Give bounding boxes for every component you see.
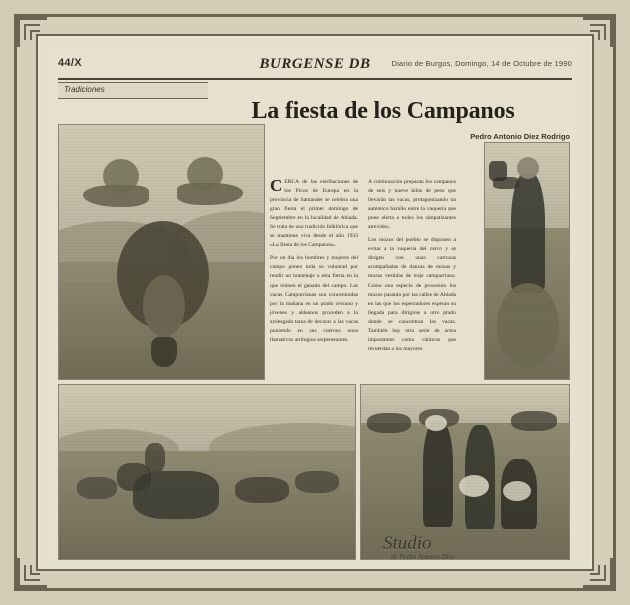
article-column-2 <box>368 178 456 358</box>
article-paragraph: A continuación preparan los campanos de seis y nueve kilos de peso que llevarán las vacas, protagonizando un auténtico barullo entre la vaquería que pone alerta a todos los simpatizantes atrevidos. <box>368 179 456 231</box>
photo-man-with-bell <box>484 142 570 380</box>
article-paragraph: Por un día los hombres y mujeres del campo ponen toda su voluntad por rendir un homenaje a esta fiesta en la que reúnen el ganado del campo. Las vacas Campurrianas son concentradas por la mañana en un prado cercano y jóvenes y aldeanos proceden a la arriesgada tarea de decorar a las vacas poniendo en sus cuernos unos llamativos artilugios serpenteantes. <box>270 255 358 343</box>
section-label: Tradiciones <box>64 85 105 94</box>
masthead-title: BURGENSE DB <box>259 56 371 72</box>
article-byline: Pedro Antonio Díez Rodrigo <box>470 132 570 141</box>
photo-cattle-herd-field <box>58 384 356 560</box>
masthead <box>58 56 572 80</box>
page-folio: 44/X <box>58 57 82 69</box>
newspaper-page <box>40 38 590 567</box>
studio-signature: Studio <box>383 533 432 554</box>
page-title: La fiesta de los Campanos <box>251 98 515 124</box>
section-bar <box>58 82 208 99</box>
article-paragraph: Los mozos del pueblo se disponen a evitar a la vaquería del cerco y se dirigen con unas carrozas acompañadas de danzas de mozas y mozas vestidas de traje campurriano. Como una especie de procesión los mozos pasarán por las calles de Abiada en las que los espectadores esperan su llegada para dirigirse a otro prado donde se concentran las vacas. También hay otra serie de actos importantes como cánticos que recuerdan a los mayores. <box>368 237 456 352</box>
newspaper-page-inner <box>48 46 582 559</box>
article-column-1 <box>270 178 358 349</box>
photo-cow-with-bell <box>58 124 265 380</box>
masthead-date-line: Diario de Burgos, Domingo, 14 de Octubre de 1990 <box>391 59 572 68</box>
article-paragraph: CERCA de las estribaciones de los Picos de Europa en la provincia de Santander se celebra una gran fiesta el primer domingo de Septiembre en la localidad de Abiada. Se trata de una tradición folklórica que se mantiene viva desde el año 1933 «La fiesta de los Campanos». <box>270 176 358 249</box>
studio-signature-subtitle: de Pedro Antonio Díez <box>391 553 455 560</box>
photo-women-traditional-dress <box>360 384 570 560</box>
